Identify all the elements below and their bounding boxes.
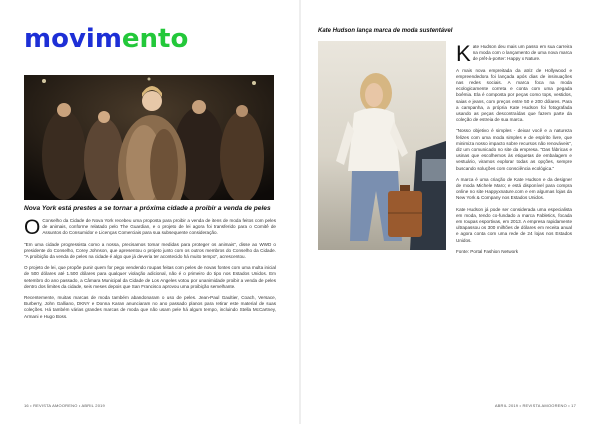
magazine-logo [24, 24, 188, 54]
right-article-title: Kate Hudson lança marca de moda sustentável [318, 28, 453, 34]
right-paragraph: "Nosso objetivo é simples - deixar você e a natureza felizes com uma moda simples e de espírito livre, que minimiza nosso impacto sobre recursos não renováveis", diz um comunicado no site da empresa. "Das fábricas e usinas que escolhemos às etiquetas de embalagem e vestuário, viramos explorar todas as opções, sempre buscando soluções com consciência ecológica." [456, 128, 573, 171]
right-paragraph: A mais nova empreitada da atriz de Hollywood e empreendedora foi lançada após dias de insinuações nas redes sociais. A marca foca na moda ecologicamente correta e conta com uma pegada boêmia. Ela é composta por peças como tops, vestidos, saias e jeans, com preços entre 50 e 200 dólares. Para a campanha, a própria Kate Hudson foi fotografada usando as peças descontraídas que fazem parte da coleção de estreia de sua marca. [456, 67, 572, 123]
left-paragraph: "Em uma cidade progressista como a nossa, precisamos tomar medidas para proteger os animais", disse ao WWD o presidente do Conselho, Corey Johnson, que apresentou o projeto junto com os outros membros do Conselho da Cidade. "A proibição da venda de peles na cidade é algo que já deveria ter acontecido há muito tempo", acrescentou. [24, 241, 276, 260]
left-paragraph: Recentemente, muitas marcas de moda também abandonaram o uso de peles. Jean-Paul Gaultier, Coach, Versace, Burberry, John Galliano, DKNY e Donna Karan anunciaram no ano passado planos para retirar este material de suas coleções. Há também várias grandes marcas de moda que não usam pele há algum tempo, incluindo Stella McCartney, Armani e Hugo Boss. [24, 295, 276, 319]
runway-fur-photo [24, 75, 274, 200]
kate-hudson-illustration [318, 41, 446, 250]
right-paragraph: A marca é uma criação de Kate Hudson e da designer de moda Michele Maro; e está disponível para compra online no site Happyxnature.com e em algumas lojas da New York & Company nos Estados Unidos. [456, 176, 572, 201]
dropcap-o: O [24, 216, 41, 239]
source-credit: Fonte: Portal Fashion Network [456, 248, 519, 254]
footer-right: ABRIL 2019 • REVISTA AMOORENO • 17 [494, 403, 576, 408]
right-paragraph: Kate Hudson já pode ser considerada uma especialista em moda, tendo co-fundado a marca Fabletics, focada em roupas esportivas, em 2013. A empresa rapidamente ultrapassou os 300 milhões de dólares em receita anual e agora conta com uma rede de 24 lojas nos Estados Unidos. [456, 206, 572, 243]
left-paragraph: O projeto de lei, que propõe punir quem for pego vendendo roupas feitas com peles de novas fontes com uma multa inicial de 500 dólares até 1.500 dólares para qualquer violação adicional, não é o primeiro do tipo nos Estados Unidos. Em setembro do ano passado, a Câmara Municipal da Cidade de Los Angeles votou por unanimidade proibir a venda de peles dentro dos limites da cidade, seis meses depois que San Francisco aprovou uma proibição semelhante. [24, 265, 276, 289]
footer-left: 16 • REVISTA AMOORENO • ABRIL 2019 [24, 403, 105, 408]
left-paragraph-text: Conselho da Cidade de Nova York recebeu uma proposta para proibir a venda de itens de moda feitos com peles de animais, conforme relatado pelo The Guardian, e o projeto de lei agora foi transferido para o Comitê de Assuntos do Consumidor e Licenças Comerciais para sua subsequente consideração. [42, 218, 276, 236]
left-article-body [24, 218, 276, 325]
dropcap-k: K [456, 41, 471, 66]
page-gutter [299, 0, 301, 424]
left-article-title: Nova York está prestes a se tornar a próxima cidade a proibir a venda de peles [24, 205, 271, 212]
right-article-body [456, 41, 573, 260]
left-paragraph [24, 218, 276, 237]
runway-fur-illustration [24, 75, 274, 200]
right-paragraph-text: ate Hudson deu mais um passo em sua carreira na moda com o lançamento de uma nova marca de prêt-à-porter: Happy x Nature. [472, 44, 572, 62]
right-paragraph [456, 41, 572, 66]
logo-part-green: ento [121, 24, 189, 54]
logo-part-blue: movim [24, 24, 122, 54]
kate-hudson-photo [318, 41, 446, 250]
